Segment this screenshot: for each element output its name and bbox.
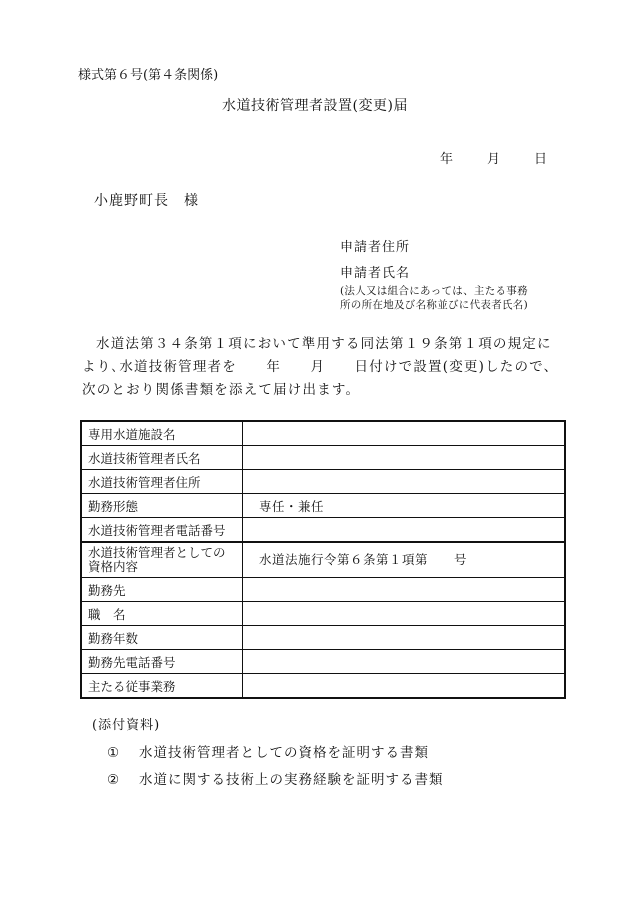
facility-name-field[interactable] <box>243 421 566 446</box>
workplace-field[interactable] <box>243 578 566 602</box>
row-label-line2: 資格内容 <box>88 559 139 574</box>
row-label: 勤務先 <box>81 578 243 602</box>
row-label: 水道技術管理者氏名 <box>81 446 243 470</box>
date-month: 月 <box>487 152 501 167</box>
manager-name-field[interactable] <box>243 446 566 470</box>
row-label: 主たる従事業務 <box>81 674 243 699</box>
row-label-line1: 水道技術管理者としての <box>88 545 226 560</box>
main-duties-field[interactable] <box>243 674 566 699</box>
row-label: 水道技術管理者住所 <box>81 470 243 494</box>
table-row <box>81 578 565 602</box>
qualification-field[interactable]: 水道法施行令第６条第１項第 号 <box>243 542 566 578</box>
table-row <box>81 446 565 470</box>
addressee: 小鹿野町長 様 <box>94 193 199 209</box>
job-title-field[interactable] <box>243 602 566 626</box>
body-line-3: 次のとおり関係書類を添えて届け出ます。 <box>82 382 361 398</box>
date-day: 日 <box>534 152 548 167</box>
applicant-address-label: 申請者住所 <box>340 240 411 255</box>
attachment-item <box>107 741 429 761</box>
row-label: 勤務年数 <box>81 626 243 650</box>
years-employed-field[interactable] <box>243 626 566 650</box>
attachment-item <box>107 768 444 788</box>
attachment-text: 水道技術管理者としての資格を証明する書類 <box>139 745 429 761</box>
table-row <box>81 674 565 699</box>
table-row <box>81 626 565 650</box>
manager-address-field[interactable] <box>243 470 566 494</box>
applicant-note-line2: 所の所在地及び名称並びに代表者氏名) <box>340 299 528 311</box>
table-row <box>81 518 565 543</box>
table-row <box>81 602 565 626</box>
attachments-heading: (添付資料) <box>92 718 161 733</box>
row-label: 水道技術管理者電話番号 <box>81 518 243 543</box>
workplace-phone-field[interactable] <box>243 650 566 674</box>
manager-phone-field[interactable] <box>243 518 566 543</box>
table-row <box>81 650 565 674</box>
body-text <box>82 333 572 402</box>
body-line-1: 水道法第３４条第１項において準用する同法第１９条第１項の規定に <box>96 336 552 352</box>
row-label: 専用水道施設名 <box>81 421 243 446</box>
applicant-note <box>340 284 580 312</box>
table-row <box>81 470 565 494</box>
attachment-number: ② <box>107 772 121 788</box>
body-line-2: より､水道技術管理者を 年 月 日付けで設置(変更)したので、 <box>82 359 559 375</box>
date-year: 年 <box>440 152 454 167</box>
date-line <box>440 148 547 167</box>
info-table <box>80 420 566 699</box>
row-label: 職 名 <box>81 602 243 626</box>
table-row <box>81 421 565 446</box>
applicant-note-line1: (法人又は組合にあっては、主たる事務 <box>340 285 528 297</box>
table-row <box>81 494 565 518</box>
work-type-field[interactable]: 専任・兼任 <box>243 494 566 518</box>
row-label-qualification <box>81 542 243 578</box>
form-title: 水道技術管理者設置(変更)届 <box>222 98 408 114</box>
row-label: 勤務先電話番号 <box>81 650 243 674</box>
row-label: 勤務形態 <box>81 494 243 518</box>
table-row <box>81 542 565 578</box>
applicant-name-label: 申請者氏名 <box>340 266 411 281</box>
attachment-text: 水道に関する技術上の実務経験を証明する書類 <box>139 772 444 788</box>
attachment-number: ① <box>107 745 121 761</box>
form-number: 様式第６号(第４条関係) <box>78 68 219 83</box>
